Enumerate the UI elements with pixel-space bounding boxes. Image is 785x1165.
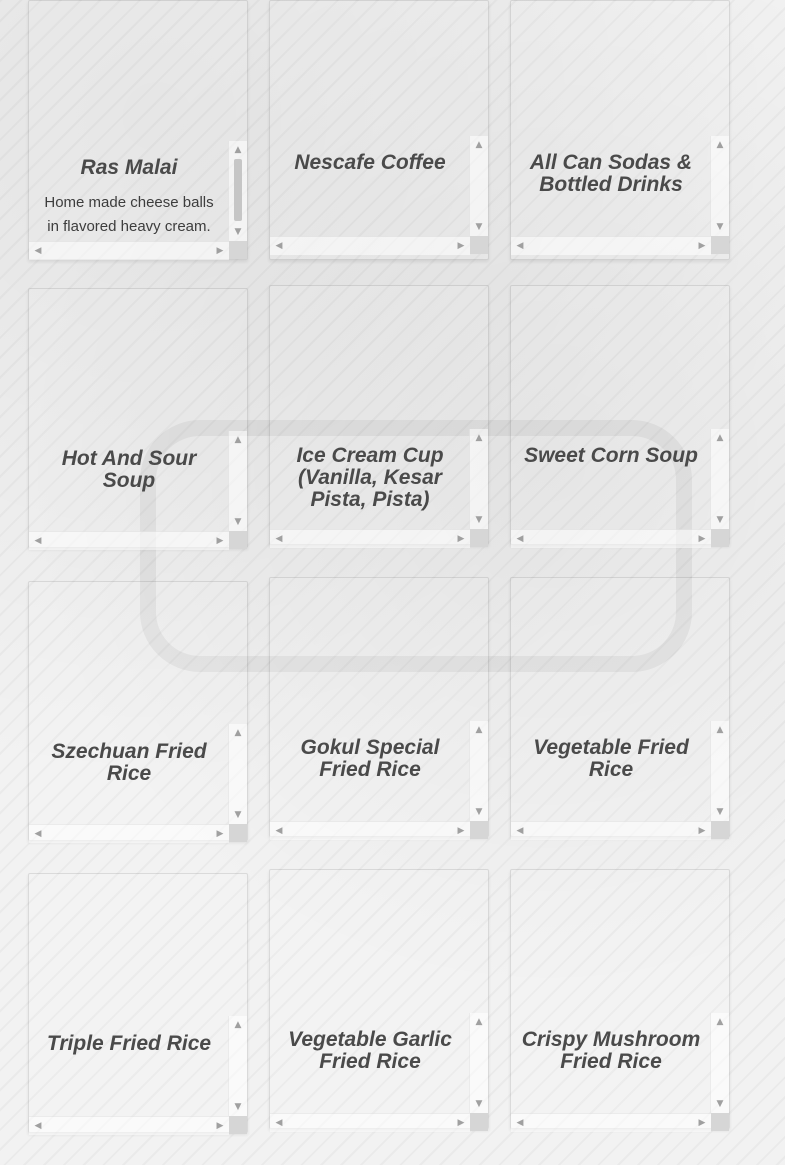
menu-card-nescafe-coffee[interactable] <box>269 0 489 260</box>
scroll-up-icon[interactable]: ▲ <box>234 728 242 738</box>
horizontal-scrollbar[interactable] <box>511 529 711 548</box>
scroll-corner <box>229 824 247 842</box>
scroll-thumb[interactable] <box>234 159 242 221</box>
scroll-right-icon[interactable]: ▶ <box>457 826 465 836</box>
scroll-left-icon[interactable]: ◀ <box>275 826 283 836</box>
menu-item-title: Triple Fried Rice <box>46 1032 212 1055</box>
horizontal-scrollbar[interactable] <box>511 236 711 255</box>
scroll-right-icon[interactable]: ▶ <box>457 1118 465 1128</box>
horizontal-scrollbar[interactable] <box>270 1113 470 1132</box>
scroll-down-icon[interactable]: ▼ <box>716 515 724 525</box>
scroll-left-icon[interactable]: ◀ <box>516 534 524 544</box>
menu-item-title: Ice Cream Cup (Vanilla, Kesar Pista, Pista) <box>296 444 444 511</box>
scroll-corner <box>470 1113 488 1131</box>
menu-card-crispy-mushroom-fried-rice[interactable] <box>510 869 730 1129</box>
vertical-scrollbar[interactable] <box>710 136 729 236</box>
vertical-scrollbar[interactable] <box>469 721 488 821</box>
menu-card-szechuan-fried-rice[interactable] <box>28 581 248 841</box>
scroll-right-icon[interactable]: ▶ <box>457 534 465 544</box>
scroll-down-icon[interactable]: ▼ <box>475 222 483 232</box>
vertical-scrollbar[interactable] <box>469 429 488 529</box>
vertical-scrollbar[interactable] <box>710 429 729 529</box>
menu-item-title: Vegetable Fried Rice <box>533 736 689 781</box>
vertical-scrollbar[interactable] <box>228 141 247 241</box>
menu-card-all-can-sodas[interactable] <box>510 0 730 260</box>
scroll-left-icon[interactable]: ◀ <box>34 536 42 546</box>
scroll-up-icon[interactable]: ▲ <box>475 433 483 443</box>
scroll-left-icon[interactable]: ◀ <box>34 829 42 839</box>
scroll-up-icon[interactable]: ▲ <box>234 145 242 155</box>
scroll-up-icon[interactable]: ▲ <box>716 725 724 735</box>
horizontal-scrollbar[interactable] <box>270 529 470 548</box>
menu-item-title: Ras Malai <box>80 156 178 179</box>
horizontal-scrollbar[interactable] <box>270 236 470 255</box>
scroll-corner <box>711 821 729 839</box>
menu-card-vegetable-fried-rice[interactable] <box>510 577 730 837</box>
menu-card-sweet-corn-soup[interactable] <box>510 285 730 545</box>
scroll-left-icon[interactable]: ◀ <box>275 534 283 544</box>
horizontal-scrollbar[interactable] <box>29 241 229 260</box>
scroll-right-icon[interactable]: ▶ <box>698 241 706 251</box>
scroll-corner <box>470 529 488 547</box>
scroll-left-icon[interactable]: ◀ <box>34 1121 42 1131</box>
scroll-down-icon[interactable]: ▼ <box>234 810 242 820</box>
scroll-right-icon[interactable]: ▶ <box>216 536 224 546</box>
scroll-corner <box>229 531 247 549</box>
scroll-right-icon[interactable]: ▶ <box>216 246 224 256</box>
menu-card-ice-cream-cup[interactable] <box>269 285 489 545</box>
scroll-right-icon[interactable]: ▶ <box>698 534 706 544</box>
horizontal-scrollbar[interactable] <box>270 821 470 840</box>
scroll-corner <box>711 529 729 547</box>
scroll-up-icon[interactable]: ▲ <box>475 725 483 735</box>
scroll-down-icon[interactable]: ▼ <box>475 807 483 817</box>
scroll-corner <box>229 241 247 259</box>
menu-item-title: All Can Sodas & Bottled Drinks <box>529 151 693 196</box>
scroll-right-icon[interactable]: ▶ <box>698 1118 706 1128</box>
scroll-corner <box>711 236 729 254</box>
scroll-left-icon[interactable]: ◀ <box>34 246 42 256</box>
menu-card-ras-malai[interactable] <box>28 0 248 260</box>
vertical-scrollbar[interactable] <box>228 724 247 824</box>
scroll-corner <box>470 236 488 254</box>
scroll-down-icon[interactable]: ▼ <box>716 807 724 817</box>
scroll-down-icon[interactable]: ▼ <box>234 517 242 527</box>
scroll-up-icon[interactable]: ▲ <box>716 433 724 443</box>
horizontal-scrollbar[interactable] <box>511 1113 711 1132</box>
horizontal-scrollbar[interactable] <box>511 821 711 840</box>
scroll-corner <box>711 1113 729 1131</box>
menu-item-title: Gokul Special Fried Rice <box>300 736 440 781</box>
menu-card-triple-fried-rice[interactable] <box>28 873 248 1133</box>
scroll-right-icon[interactable]: ▶ <box>457 241 465 251</box>
vertical-scrollbar[interactable] <box>710 1013 729 1113</box>
scroll-left-icon[interactable]: ◀ <box>275 241 283 251</box>
scroll-corner <box>229 1116 247 1134</box>
scroll-right-icon[interactable]: ▶ <box>216 829 224 839</box>
menu-item-title: Crispy Mushroom Fried Rice <box>521 1028 701 1073</box>
menu-card-vegetable-garlic-fried-rice[interactable] <box>269 869 489 1129</box>
scroll-up-icon[interactable]: ▲ <box>234 435 242 445</box>
scroll-down-icon[interactable]: ▼ <box>234 1102 242 1112</box>
scroll-up-icon[interactable]: ▲ <box>475 140 483 150</box>
scroll-left-icon[interactable]: ◀ <box>516 826 524 836</box>
scroll-down-icon[interactable]: ▼ <box>716 1099 724 1109</box>
horizontal-scrollbar[interactable] <box>29 1116 229 1135</box>
menu-item-title: Vegetable Garlic Fried Rice <box>288 1028 452 1073</box>
vertical-scrollbar[interactable] <box>228 1016 247 1116</box>
vertical-scrollbar[interactable] <box>228 431 247 531</box>
horizontal-scrollbar[interactable] <box>29 531 229 550</box>
scroll-down-icon[interactable]: ▼ <box>475 515 483 525</box>
scroll-left-icon[interactable]: ◀ <box>275 1118 283 1128</box>
scroll-down-icon[interactable]: ▼ <box>234 227 242 237</box>
scroll-up-icon[interactable]: ▲ <box>716 1017 724 1027</box>
scroll-up-icon[interactable]: ▲ <box>716 140 724 150</box>
scroll-corner <box>470 821 488 839</box>
menu-card-hot-and-sour-soup[interactable] <box>28 288 248 548</box>
scroll-down-icon[interactable]: ▼ <box>716 222 724 232</box>
menu-card-gokul-special-fried-rice[interactable] <box>269 577 489 837</box>
vertical-scrollbar[interactable] <box>710 721 729 821</box>
vertical-scrollbar[interactable] <box>469 136 488 236</box>
menu-item-title: Hot And Sour Soup <box>61 447 197 492</box>
scroll-right-icon[interactable]: ▶ <box>216 1121 224 1131</box>
scroll-down-icon[interactable]: ▼ <box>475 1099 483 1109</box>
scroll-right-icon[interactable]: ▶ <box>698 826 706 836</box>
menu-item-title: Nescafe Coffee <box>294 151 446 174</box>
scroll-up-icon[interactable]: ▲ <box>475 1017 483 1027</box>
vertical-scrollbar[interactable] <box>469 1013 488 1113</box>
menu-item-title: Sweet Corn Soup <box>524 444 698 467</box>
scroll-left-icon[interactable]: ◀ <box>516 1118 524 1128</box>
menu-item-description: Home made cheese balls in flavored heavy cream. <box>44 194 214 235</box>
scroll-up-icon[interactable]: ▲ <box>234 1020 242 1030</box>
scroll-left-icon[interactable]: ◀ <box>516 241 524 251</box>
menu-item-title: Szechuan Fried Rice <box>51 740 207 785</box>
horizontal-scrollbar[interactable] <box>29 824 229 843</box>
